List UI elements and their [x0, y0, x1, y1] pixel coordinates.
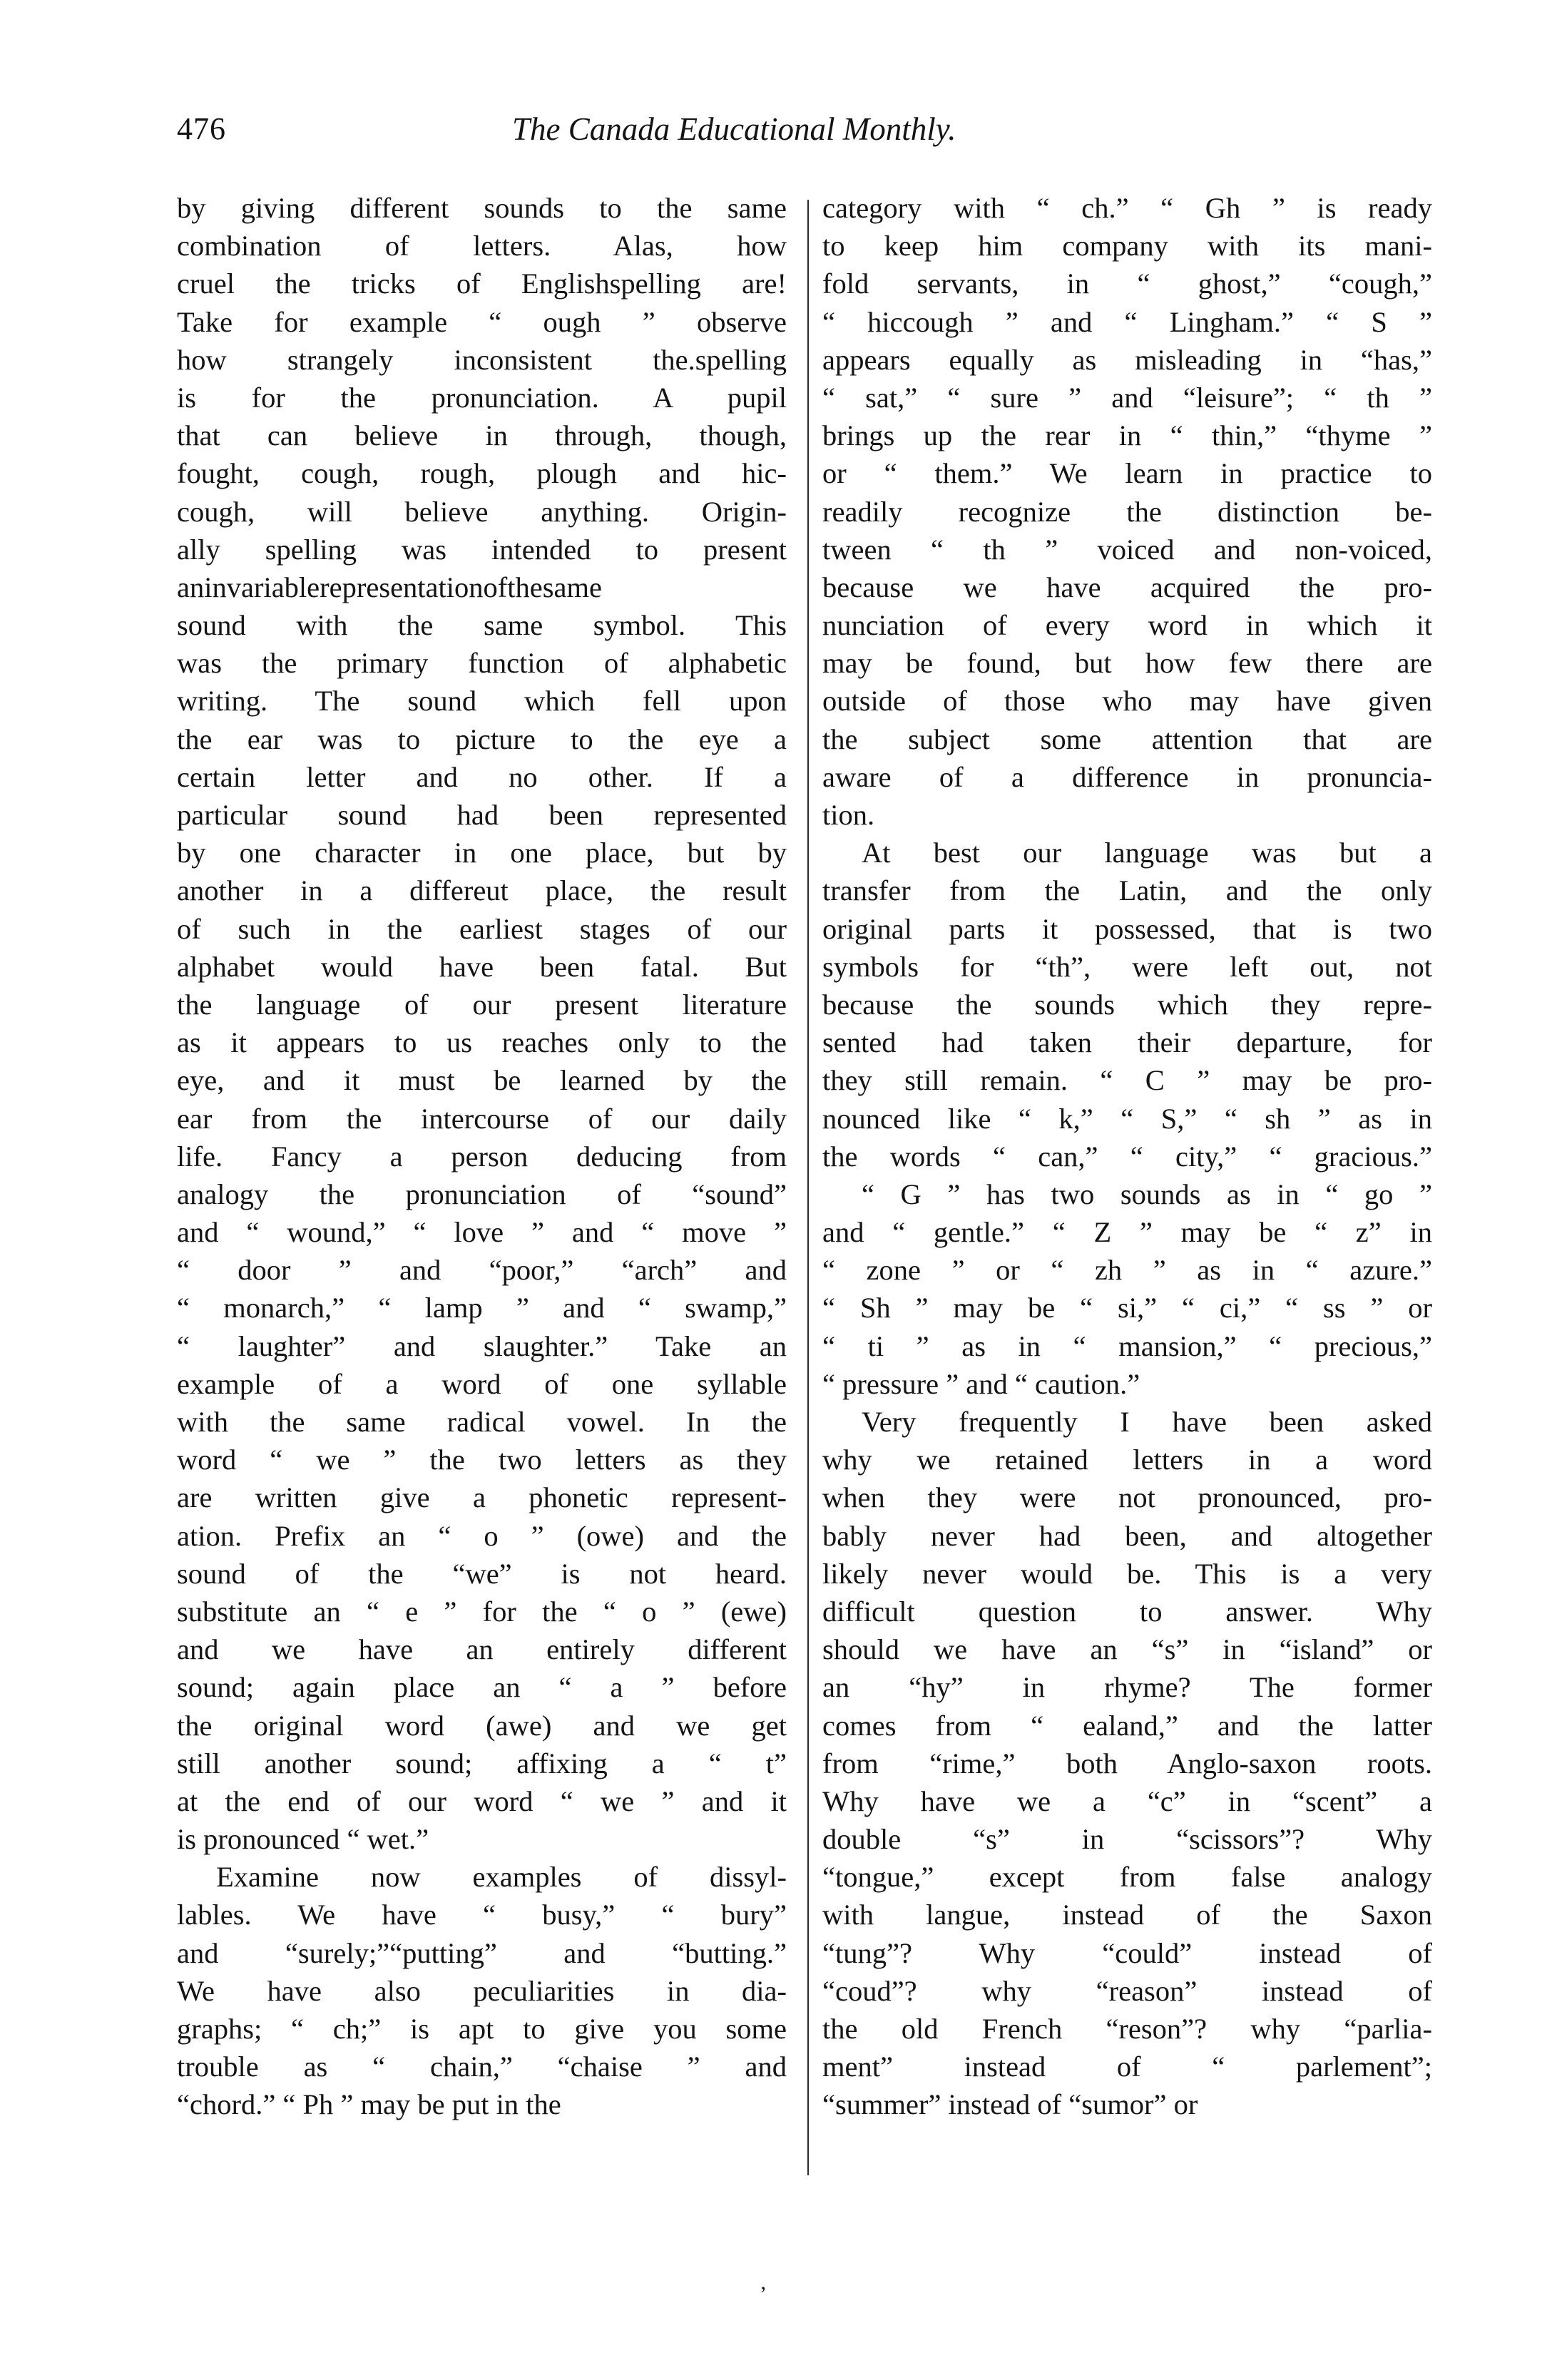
- text-line: ment” instead of “ parlement”;: [822, 2050, 1432, 2083]
- text-line: appears equally as misleading in “has,”: [822, 343, 1432, 376]
- text-line: “tung”? Why “could” instead of: [822, 1936, 1432, 1969]
- text-line: by one character in one place, but by: [177, 837, 787, 869]
- text-line: and “ wound,” “ love ” and “ move ”: [177, 1216, 787, 1249]
- text-line: At best our language was but a: [862, 837, 1432, 869]
- right-column: [822, 189, 1432, 2124]
- text-line: sound of the “we” is not heard.: [177, 1557, 787, 1590]
- footer-mark: ’: [760, 2282, 767, 2306]
- text-line: aninvariablerepresentationofthesame: [177, 571, 602, 603]
- text-line: double “s” in “scissors”? Why: [822, 1823, 1432, 1856]
- text-line: cough, will believe anything. Origin-: [177, 495, 787, 528]
- text-line: “ door ” and “poor,” “arch” and: [177, 1254, 787, 1287]
- text-line: “ hiccough ” and “ Lingham.” “ S ”: [822, 305, 1432, 338]
- text-line: aware of a difference in pronuncia-: [822, 760, 1432, 793]
- text-line: fold servants, in “ ghost,” “cough,”: [822, 267, 1432, 300]
- text-line: or “ them.” We learn in practice to: [822, 457, 1432, 490]
- text-line: substitute an “ e ” for the “ o ” (ewe): [177, 1595, 787, 1628]
- text-line: sented had taken their departure, for: [822, 1026, 1432, 1059]
- page-header: [177, 111, 1136, 160]
- text-line: “ pressure ” and “ caution.”: [822, 1367, 1140, 1400]
- text-line: by giving different sounds to the same: [177, 192, 787, 224]
- text-line: nounced like “ k,” “ S,” “ sh ” as in: [822, 1102, 1432, 1135]
- text-line: “ ti ” as in “ mansion,” “ precious,”: [822, 1329, 1432, 1362]
- text-line: combination of letters. Alas, how: [177, 230, 787, 262]
- text-line: likely never would be. This is a very: [822, 1557, 1432, 1590]
- text-line: is for the pronunciation. A pupil: [177, 381, 787, 414]
- text-line: from “rime,” both Anglo-saxon roots.: [822, 1747, 1432, 1779]
- text-line: bably never had been, and altogether: [822, 1519, 1432, 1552]
- text-line: analogy the pronunciation of “sound”: [177, 1178, 787, 1210]
- text-line: alphabet would have been fatal. But: [177, 950, 787, 983]
- text-line: “ monarch,” “ lamp ” and “ swamp,”: [177, 1292, 787, 1324]
- text-line: Take for example “ ough ” observe: [177, 305, 787, 338]
- text-line: lables. We have “ busy,” “ bury”: [177, 1899, 787, 1931]
- text-line: Examine now examples of dissyl-: [216, 1861, 787, 1894]
- text-line: writing. The sound which fell upon: [177, 685, 787, 717]
- text-line: is pronounced “ wet.”: [177, 1823, 429, 1856]
- left-column: [177, 189, 787, 2124]
- text-line: sound; again place an “ a ” before: [177, 1671, 787, 1704]
- text-line: readily recognize the distinction be-: [822, 495, 1432, 528]
- text-line: another in a differeut place, the result: [177, 874, 787, 907]
- text-line: brings up the rear in “ thin,” “thyme ”: [822, 419, 1432, 452]
- text-line: outside of those who may have given: [822, 685, 1432, 717]
- text-line: of such in the earliest stages of our: [177, 912, 787, 945]
- text-line: with the same radical vowel. In the: [177, 1406, 787, 1438]
- text-line: tween “ th ” voiced and non-voiced,: [822, 533, 1432, 566]
- text-line: “ G ” has two sounds as in “ go ”: [862, 1178, 1432, 1210]
- text-line: because we have acquired the pro-: [822, 571, 1432, 603]
- text-line: nunciation of every word in which it: [822, 609, 1432, 642]
- text-line: ally spelling was intended to present: [177, 533, 787, 566]
- text-line: at the end of our word “ we ” and it: [177, 1784, 787, 1817]
- text-line: they still remain. “ C ” may be pro-: [822, 1064, 1432, 1097]
- text-line: sound with the same symbol. This: [177, 609, 787, 642]
- text-line: example of a word of one syllable: [177, 1367, 787, 1400]
- text-line: transfer from the Latin, and the only: [822, 874, 1432, 907]
- text-line: why we retained letters in a word: [822, 1444, 1432, 1476]
- text-line: Why have we a “c” in “scent” a: [822, 1784, 1432, 1817]
- text-line: the language of our present literature: [177, 988, 787, 1021]
- running-head: The Canada Educational Monthly.: [512, 111, 956, 147]
- text-line: fought, cough, rough, plough and hic-: [177, 457, 787, 490]
- text-line: ear from the intercourse of our daily: [177, 1102, 787, 1135]
- text-line: when they were not pronounced, pro-: [822, 1481, 1432, 1514]
- text-line: eye, and it must be learned by the: [177, 1064, 787, 1097]
- text-line: may be found, but how few there are: [822, 647, 1432, 680]
- text-line: original parts it possessed, that is two: [822, 912, 1432, 945]
- text-line: the ear was to picture to the eye a: [177, 722, 787, 755]
- text-line: the subject some attention that are: [822, 722, 1432, 755]
- text-line: still another sound; affixing a “ t”: [177, 1747, 787, 1779]
- text-line: are written give a phonetic represent-: [177, 1481, 787, 1514]
- text-line: graphs; “ ch;” is apt to give you some: [177, 2013, 787, 2045]
- text-line: and “surely;”“putting” and “butting.”: [177, 1936, 787, 1969]
- text-line: as it appears to us reaches only to the: [177, 1026, 787, 1059]
- text-line: Very frequently I have been asked: [862, 1406, 1432, 1438]
- text-line: was the primary function of alphabetic: [177, 647, 787, 680]
- text-line: comes from “ ealand,” and the latter: [822, 1709, 1432, 1742]
- text-line: “ Sh ” may be “ si,” “ ci,” “ ss ” or: [822, 1292, 1432, 1324]
- text-line: “summer” instead of “sumor” or: [822, 2088, 1198, 2121]
- text-line: symbols for “th”, were left out, not: [822, 950, 1432, 983]
- text-line: trouble as “ chain,” “chaise ” and: [177, 2050, 787, 2083]
- text-line: “ zone ” or “ zh ” as in “ azure.”: [822, 1254, 1432, 1287]
- text-line: difficult question to answer. Why: [822, 1595, 1432, 1628]
- text-line: the old French “reson”? why “parlia-: [822, 2013, 1432, 2045]
- column-divider: [807, 200, 809, 2175]
- text-line: and we have an entirely different: [177, 1633, 787, 1666]
- text-line: “chord.” “ Ph ” may be put in the: [177, 2088, 561, 2121]
- text-line: how strangely inconsistent the.spelling: [177, 343, 787, 376]
- text-line: should we have an “s” in “island” or: [822, 1633, 1432, 1666]
- text-line: the words “ can,” “ city,” “ gracious.”: [822, 1140, 1432, 1173]
- text-line: life. Fancy a person deducing from: [177, 1140, 787, 1173]
- text-line: to keep him company with its mani-: [822, 230, 1432, 262]
- text-line: particular sound had been represented: [177, 799, 787, 831]
- text-line: “tongue,” except from false analogy: [822, 1861, 1432, 1894]
- text-line: category with “ ch.” “ Gh ” is ready: [822, 192, 1432, 224]
- text-line: word “ we ” the two letters as they: [177, 1444, 787, 1476]
- text-line: We have also peculiarities in dia-: [177, 1974, 787, 2007]
- text-line: the original word (awe) and we get: [177, 1709, 787, 1742]
- text-line: and “ gentle.” “ Z ” may be “ z” in: [822, 1216, 1432, 1249]
- text-line: “ laughter” and slaughter.” Take an: [177, 1329, 787, 1362]
- text-line: “ sat,” “ sure ” and “leisure”; “ th ”: [822, 381, 1432, 414]
- text-line: an “hy” in rhyme? The former: [822, 1671, 1432, 1704]
- text-line: ation. Prefix an “ o ” (owe) and the: [177, 1519, 787, 1552]
- page-number: 476: [177, 111, 226, 146]
- text-line: “coud”? why “reason” instead of: [822, 1974, 1432, 2007]
- text-line: certain letter and no other. If a: [177, 760, 787, 793]
- text-line: with langue, instead of the Saxon: [822, 1899, 1432, 1931]
- text-line: tion.: [822, 799, 875, 831]
- text-line: because the sounds which they repre-: [822, 988, 1432, 1021]
- text-line: cruel the tricks of Englishspelling are!: [177, 267, 787, 300]
- text-line: that can believe in through, though,: [177, 419, 787, 452]
